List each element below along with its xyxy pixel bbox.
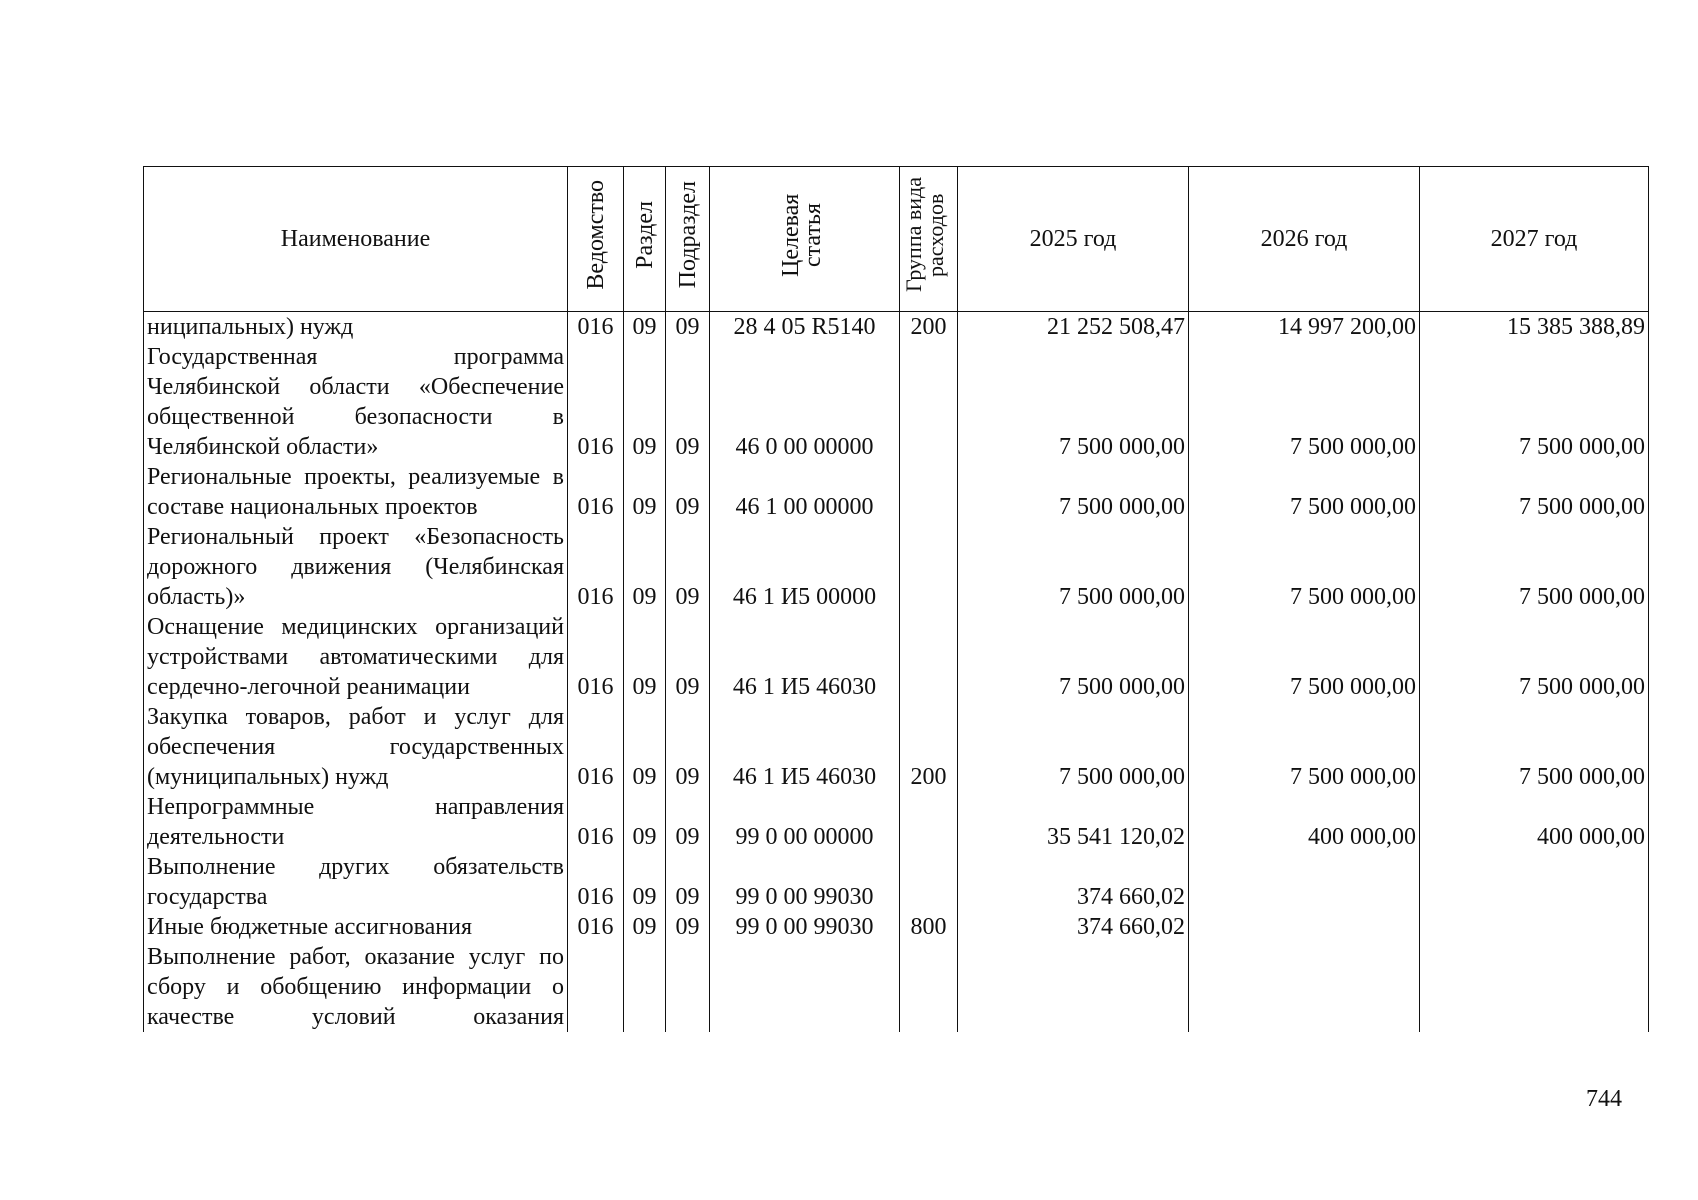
row-podrazdel: 09	[666, 312, 710, 343]
header-celevaya-label: Целевая статья	[777, 193, 826, 277]
row-2027	[1420, 912, 1649, 942]
row-name: Выполнение работ, оказание услуг по сбору и обобщению информации о качестве условий оказания	[144, 942, 568, 1032]
row-celevaya: 28 4 05 R5140	[710, 312, 900, 343]
row-razdel: 09	[624, 312, 666, 343]
row-2026	[1189, 852, 1420, 912]
row-vedomstvo: 016	[568, 462, 624, 522]
row-vedomstvo: 016	[568, 612, 624, 702]
row-2025: 7 500 000,00	[958, 462, 1189, 522]
row-2026: 14 997 200,00	[1189, 312, 1420, 343]
table-row	[144, 702, 1649, 792]
row-podrazdel: 09	[666, 462, 710, 522]
row-2025: 21 252 508,47	[958, 312, 1189, 343]
row-vedomstvo: 016	[568, 342, 624, 462]
row-2027: 7 500 000,00	[1420, 522, 1649, 612]
row-podrazdel: 09	[666, 342, 710, 462]
row-name: Государственная программа Челябинской области «Обеспечение общественной безопасности в Челябинской области»	[144, 342, 568, 462]
row-name: Закупка товаров, работ и услуг для обеспечения государственных (муниципальных) нужд	[144, 702, 568, 792]
header-podrazdel	[666, 167, 710, 312]
row-2027: 7 500 000,00	[1420, 342, 1649, 462]
row-2025: 7 500 000,00	[958, 612, 1189, 702]
row-razdel: 09	[624, 702, 666, 792]
table-row	[144, 792, 1649, 852]
row-celevaya: 46 1 И5 00000	[710, 522, 900, 612]
row-gruppa	[900, 342, 958, 462]
table-row	[144, 912, 1649, 942]
row-razdel: 09	[624, 612, 666, 702]
row-vedomstvo: 016	[568, 312, 624, 343]
row-2026	[1189, 912, 1420, 942]
row-2025: 7 500 000,00	[958, 522, 1189, 612]
row-celevaya	[710, 942, 900, 1032]
table-row	[144, 462, 1649, 522]
row-celevaya: 99 0 00 99030	[710, 912, 900, 942]
row-razdel: 09	[624, 522, 666, 612]
row-name: Выполнение других обязательств государства	[144, 852, 568, 912]
row-celevaya: 46 1 00 00000	[710, 462, 900, 522]
row-name: Оснащение медицинских организаций устройствами автоматическими для сердечно-легочной реанимации	[144, 612, 568, 702]
row-2027: 7 500 000,00	[1420, 462, 1649, 522]
row-name: Региональные проекты, реализуемые в составе национальных проектов	[144, 462, 568, 522]
row-2027: 7 500 000,00	[1420, 612, 1649, 702]
row-2027: 7 500 000,00	[1420, 702, 1649, 792]
row-2025: 7 500 000,00	[958, 702, 1189, 792]
header-2026: 2026 год	[1189, 167, 1420, 312]
row-2026: 400 000,00	[1189, 792, 1420, 852]
header-name: Наименование	[144, 167, 568, 312]
row-celevaya: 46 1 И5 46030	[710, 612, 900, 702]
budget-table	[143, 166, 1649, 1032]
row-name: Иные бюджетные ассигнования	[144, 912, 568, 942]
row-2026: 7 500 000,00	[1189, 462, 1420, 522]
header-gruppa-label: Группа вида расходов	[900, 177, 948, 293]
row-podrazdel: 09	[666, 852, 710, 912]
row-gruppa	[900, 612, 958, 702]
row-2026	[1189, 942, 1420, 1032]
row-gruppa	[900, 462, 958, 522]
row-razdel: 09	[624, 462, 666, 522]
row-vedomstvo: 016	[568, 702, 624, 792]
row-razdel: 09	[624, 912, 666, 942]
row-vedomstvo: 016	[568, 522, 624, 612]
header-celevaya	[710, 167, 900, 312]
row-2027: 400 000,00	[1420, 792, 1649, 852]
row-vedomstvo: 016	[568, 912, 624, 942]
row-gruppa	[900, 942, 958, 1032]
row-name: Непрограммные направления деятельности	[144, 792, 568, 852]
row-celevaya: 46 0 00 00000	[710, 342, 900, 462]
row-name: ниципальных) нужд	[144, 312, 568, 343]
row-razdel: 09	[624, 792, 666, 852]
row-gruppa: 200	[900, 702, 958, 792]
row-name: Региональный проект «Безопасность дорожного движения (Челябинская область)»	[144, 522, 568, 612]
row-celevaya: 99 0 00 99030	[710, 852, 900, 912]
row-2026: 7 500 000,00	[1189, 342, 1420, 462]
row-podrazdel: 09	[666, 612, 710, 702]
row-podrazdel: 09	[666, 912, 710, 942]
row-2027	[1420, 852, 1649, 912]
header-row	[144, 167, 1649, 312]
row-podrazdel	[666, 942, 710, 1032]
row-podrazdel: 09	[666, 792, 710, 852]
row-2025: 374 660,02	[958, 912, 1189, 942]
header-2025: 2025 год	[958, 167, 1189, 312]
row-podrazdel: 09	[666, 702, 710, 792]
row-2026: 7 500 000,00	[1189, 702, 1420, 792]
table-row	[144, 342, 1649, 462]
row-razdel: 09	[624, 342, 666, 462]
header-gruppa	[900, 167, 958, 312]
row-gruppa	[900, 522, 958, 612]
header-podrazdel-label: Подраздел	[674, 181, 701, 289]
row-2025	[958, 942, 1189, 1032]
row-2027	[1420, 942, 1649, 1032]
table-row	[144, 522, 1649, 612]
row-2026: 7 500 000,00	[1189, 522, 1420, 612]
table-row	[144, 942, 1649, 1032]
row-gruppa: 200	[900, 312, 958, 343]
table-row	[144, 612, 1649, 702]
row-2027: 15 385 388,89	[1420, 312, 1649, 343]
row-vedomstvo: 016	[568, 852, 624, 912]
row-vedomstvo: 016	[568, 792, 624, 852]
row-2025: 374 660,02	[958, 852, 1189, 912]
row-2025: 35 541 120,02	[958, 792, 1189, 852]
row-razdel	[624, 942, 666, 1032]
row-razdel: 09	[624, 852, 666, 912]
row-gruppa	[900, 852, 958, 912]
row-celevaya: 99 0 00 00000	[710, 792, 900, 852]
row-vedomstvo	[568, 942, 624, 1032]
row-2026: 7 500 000,00	[1189, 612, 1420, 702]
row-celevaya: 46 1 И5 46030	[710, 702, 900, 792]
row-gruppa: 800	[900, 912, 958, 942]
row-2025: 7 500 000,00	[958, 342, 1189, 462]
table-row	[144, 312, 1649, 343]
header-razdel-label: Раздел	[631, 201, 658, 269]
table-row	[144, 852, 1649, 912]
row-podrazdel: 09	[666, 522, 710, 612]
page-number: 744	[1586, 1086, 1622, 1112]
header-vedomstvo	[568, 167, 624, 312]
header-vedomstvo-label: Ведомство	[582, 180, 609, 290]
row-gruppa	[900, 792, 958, 852]
header-2027: 2027 год	[1420, 167, 1649, 312]
header-razdel	[624, 167, 666, 312]
